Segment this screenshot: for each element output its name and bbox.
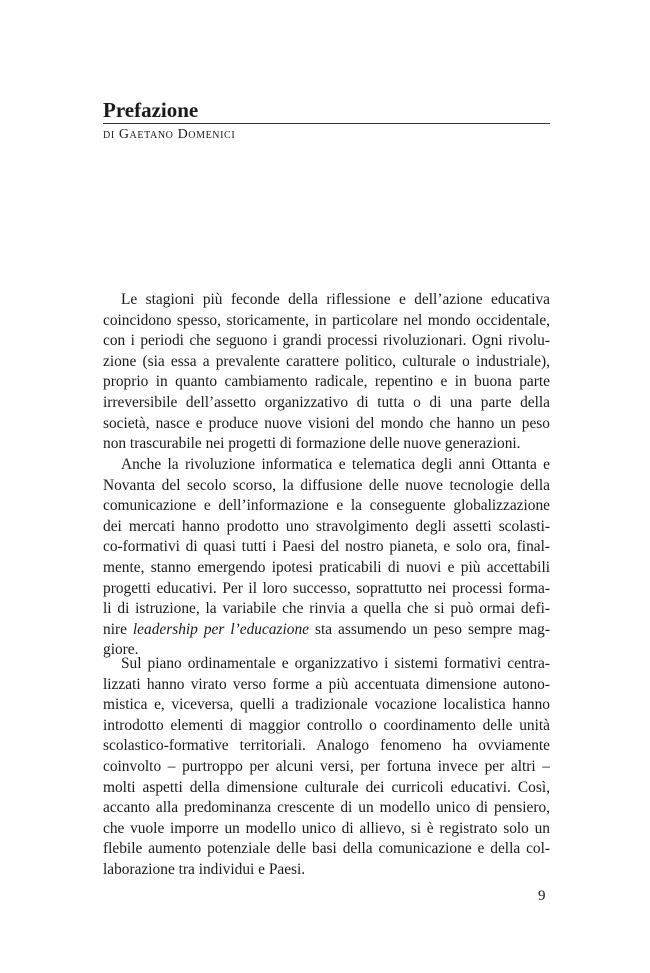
italic-phrase: leadership per l’educazione: [132, 620, 309, 638]
text-line: flebile aumento potenziale delle basi della comunicazione e della col-: [103, 840, 550, 858]
text-line: mente, stanno emergendo ipotesi praticabili di nuovi e più accettabili: [103, 558, 550, 576]
text-line: società, nasce e produce nuove visioni del mondo che hanno un peso: [103, 414, 550, 432]
text-line: Le stagioni più feconde della riflessione e dell’azione educativa: [121, 291, 550, 308]
text-line: Sul piano ordinamentale e organizzativo i sistemi formativi centra-: [121, 655, 550, 672]
text-line: mistica e, viceversa, quelli a tradizionale vocazione localistica hanno: [103, 696, 550, 714]
text-line: accanto alla predominanza crescente di un modello unico di pensiero,: [103, 799, 550, 817]
text-line: proprio in quanto cambiamento radicale, repentino e in buona parte: [103, 373, 550, 391]
author-byline: di Gaetano Domenici: [103, 127, 236, 142]
text-run: sta assumendo un peso sempre mag-: [308, 620, 550, 638]
text-line: zione (sia essa a prevalente carattere politico, culturale o industriale),: [103, 352, 550, 370]
text-line: li di istruzione, la variabile che rinvia a quella che si può ormai defi-: [103, 600, 550, 618]
paragraph-3: [103, 654, 550, 881]
text-line: lizzati hanno virato verso forme a più accentuata dimensione autono-: [103, 675, 550, 693]
paragraph-1: [103, 290, 550, 455]
text-line: comunicazione e dell’informazione e la conseguente globalizzazione: [103, 497, 550, 515]
text-line-with-italic: [103, 620, 550, 641]
paragraph-2: [103, 455, 550, 661]
text-line: coinvolto – purtroppo per alcuni versi, per fortuna invece per altri –: [103, 757, 550, 775]
text-run: nire: [103, 620, 133, 638]
text-line: Novanta del secolo scorso, la diffusione delle nuove tecnologie della: [103, 476, 550, 494]
title-rule: [103, 123, 550, 124]
text-line: giore.: [103, 641, 139, 659]
text-line: co-formativi di quasi tutti i Paesi del nostro pianeta, e solo ora, final-: [103, 538, 550, 556]
text-line: introdotto elementi di maggior controllo o coordinamento delle unità: [103, 716, 550, 734]
text-line: molti aspetti della dimensione culturale dei curricoli educativi. Così,: [103, 778, 550, 796]
text-line: coincidono spesso, storicamente, in particolare nel mondo occidentale,: [103, 311, 550, 329]
text-line: non trascurabile nei progetti di formazione delle nuove generazioni.: [103, 435, 521, 453]
page-number: 9: [538, 888, 546, 904]
text-line: Anche la rivoluzione informatica e telematica degli anni Ottanta e: [121, 456, 550, 473]
text-line: laborazione tra individui e Paesi.: [103, 860, 306, 878]
text-line: dei mercati hanno prodotto uno stravolgimento degli assetti scolasti-: [103, 517, 550, 535]
text-line: progetti educativi. Per il loro successo, soprattutto nei processi forma-: [103, 579, 550, 597]
text-line: con i periodi che seguono i grandi processi rivoluzionari. Ogni rivolu-: [103, 332, 550, 350]
text-line: irreversibile dell’assetto organizzativo di tutta o di una parte della: [103, 393, 550, 411]
chapter-title: Prefazione: [103, 98, 199, 122]
text-line: che vuole imporre un modello unico di allievo, si è registrato solo un: [103, 819, 550, 837]
text-line: scolastico-formative territoriali. Analogo fenomeno ha ovviamente: [103, 737, 550, 755]
